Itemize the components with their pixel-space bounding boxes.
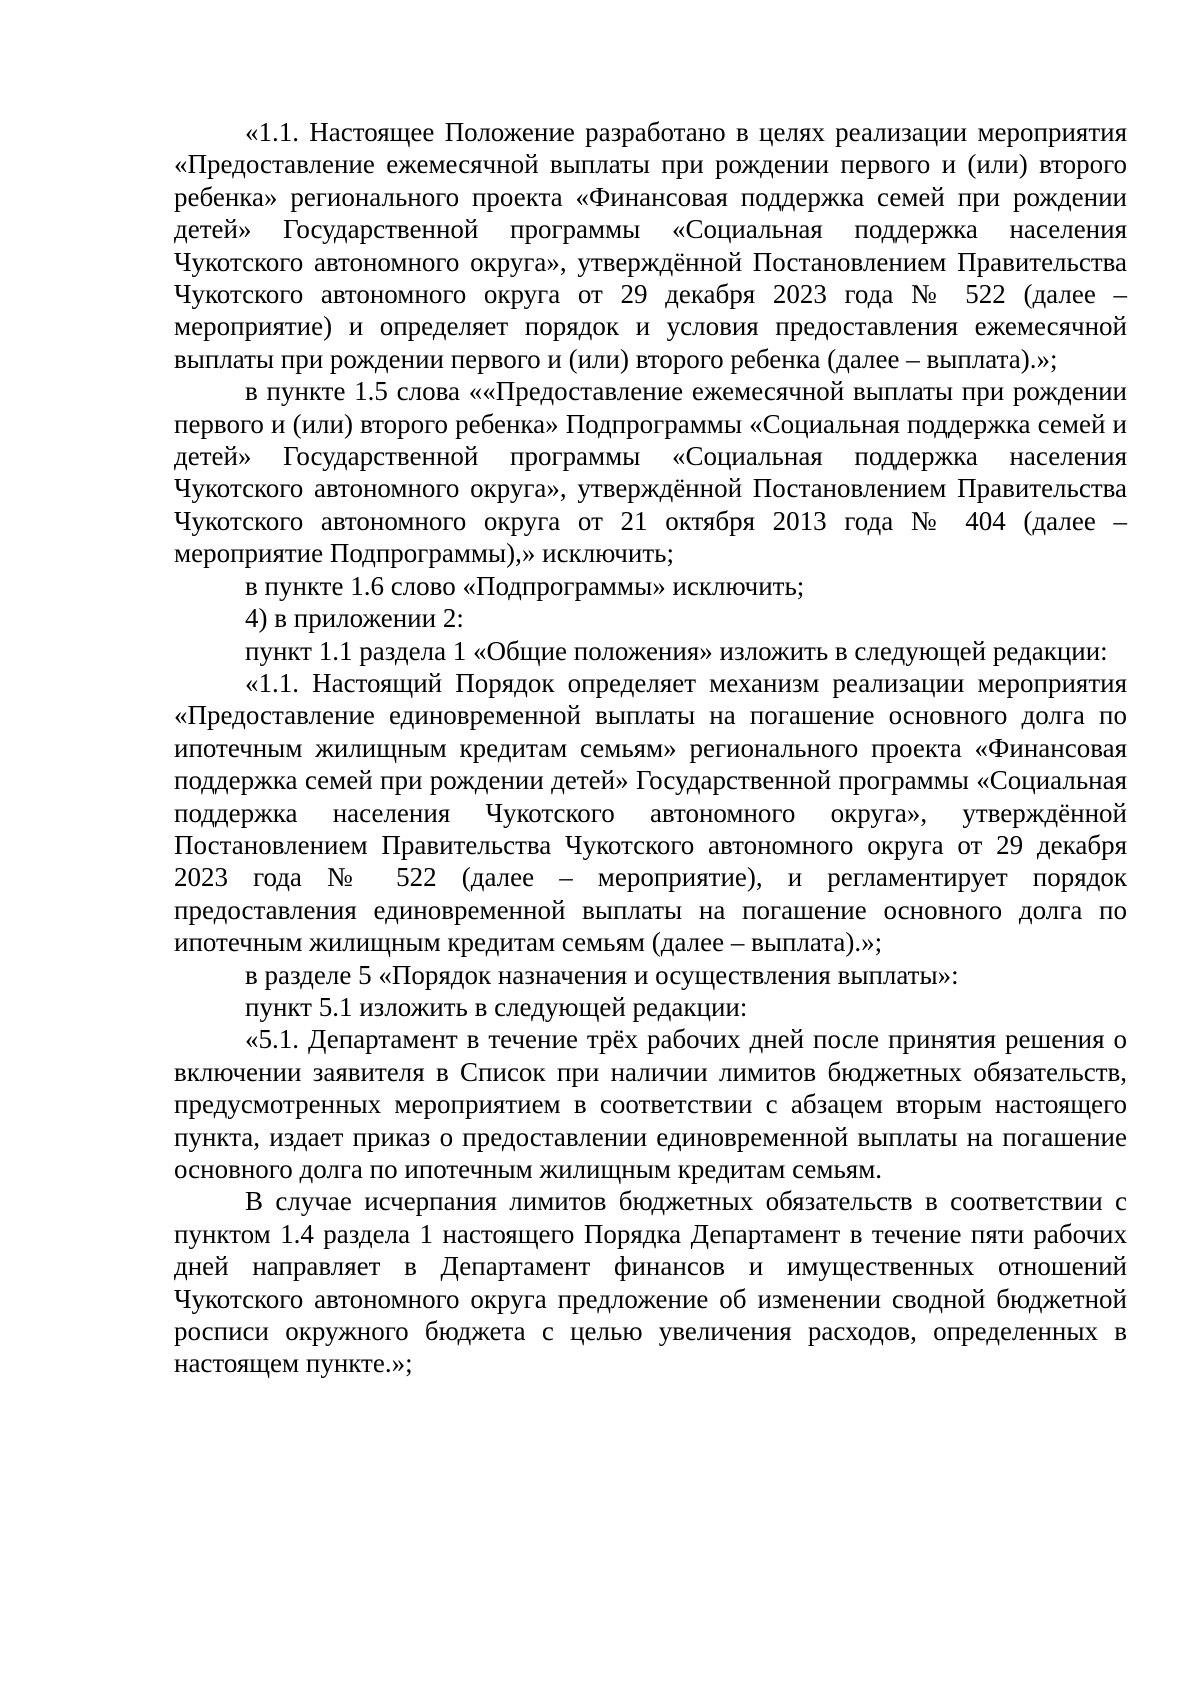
paragraph-7: в разделе 5 «Порядок назначения и осуществления выплаты»: (245, 959, 959, 990)
paragraph-9: «5.1. Департамент в течение трёх рабочих дней после принятия решения о включении заявителя в Список при наличии лимитов бюджетных обязательств, предусмотренных мероприятием в соответствии с абзацем вторым настоящего пункта, издает приказ о предоставлении единовременной выплаты на погашение основного долга по ипотечным жилищным кредитам семьям. (174, 1024, 1127, 1184)
paragraph-3: в пункте 1.6 слово «Подпрограммы» исключить; (245, 570, 805, 601)
paragraph-5: пункт 1.1 раздела 1 «Общие положения» изложить в следующей редакции: (245, 635, 1108, 666)
paragraph-2: в пункте 1.5 слова ««Предоставление ежемесячной выплаты при рождении первого и (или) второго ребенка» Подпрограммы «Социальная поддержка семей и детей» Государственной программы «Социальная поддержка населения Чукотского автономного округа», утверждённой Постановлением Правительства Чукотского автономного округа от 21 октября 2013 года № 404 (далее – мероприятие Подпрограммы),» исключить; (174, 376, 1127, 569)
paragraph-6: «1.1. Настоящий Порядок определяет механизм реализации мероприятия «Предоставление единовременной выплаты на погашение основного долга по ипотечным жилищным кредитам семьям» регионального проекта «Финансовая поддержка семей при рождении детей» Государственной программы «Социальная поддержка населения Чукотского автономного округа», утверждённой Постановлением Правительства Чукотского автономного округа от 29 декабря 2023 года № 522 (далее – мероприятие), и регламентирует порядок предоставления единовременной выплаты на погашение основного долга по ипотечным жилищным кредитам семьям (далее – выплата).»; (174, 667, 1127, 958)
document-page (174, 116, 1127, 1380)
paragraph-1: «1.1. Настоящее Положение разработано в целях реализации мероприятия «Предоставление ежемесячной выплаты при рождении первого и (или) второго ребенка» регионального проекта «Финансовая поддержка семей при рождении детей» Государственной программы «Социальная поддержка населения Чукотского автономного округа», утверждённой Постановлением Правительства Чукотского автономного округа от 29 декабря 2023 года № 522 (далее – мероприятие) и определяет порядок и условия предоставления ежемесячной выплаты при рождении первого и (или) второго ребенка (далее – выплата).»; (174, 117, 1127, 374)
paragraph-4: 4) в приложении 2: (245, 603, 464, 634)
paragraph-8: пункт 5.1 изложить в следующей редакции: (245, 991, 748, 1022)
paragraph-10: В случае исчерпания лимитов бюджетных обязательств в соответствии с пунктом 1.4 раздела 1 настоящего Порядка Департамент в течение пяти рабочих дней направляет в Департамент финансов и имущественных отношений Чукотского автономного округа предложение об изменении сводной бюджетной росписи окружного бюджета с целью увеличения расходов, определенных в настоящем пункте.»; (174, 1186, 1127, 1379)
